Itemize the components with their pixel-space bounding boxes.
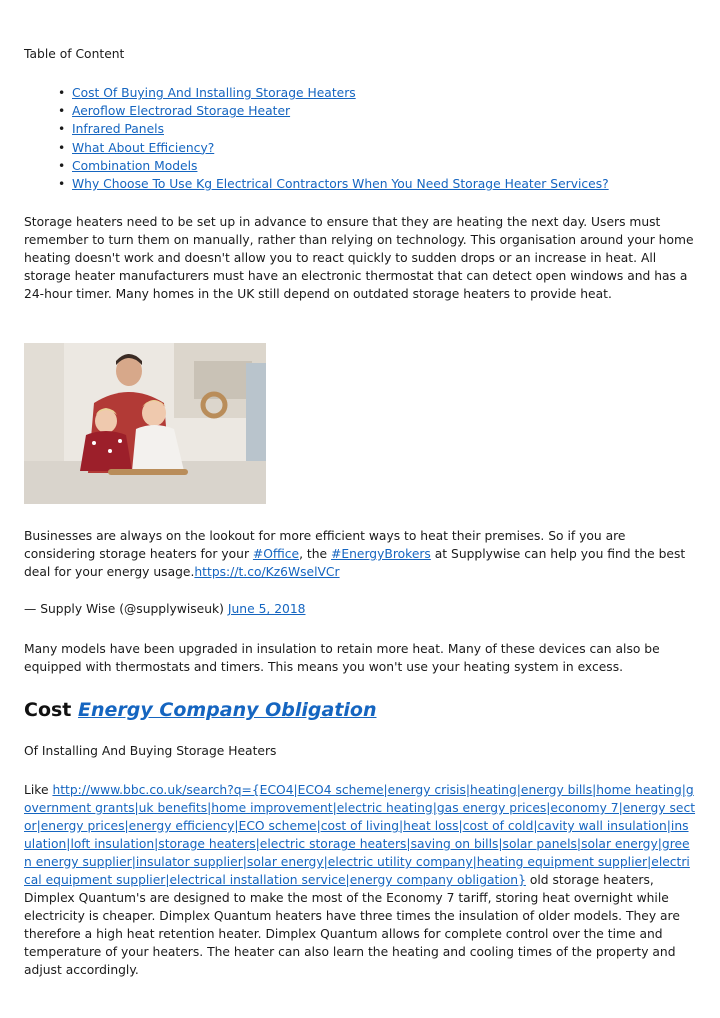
toc-item (56, 139, 609, 157)
toc-item (56, 102, 609, 120)
toc-link-infrared[interactable]: Infrared Panels (72, 122, 164, 137)
tweet-date-link[interactable]: June 5, 2018 (227, 602, 306, 616)
family-photo (24, 343, 266, 504)
tweet-attribution (24, 600, 696, 618)
family-photo-illustration (24, 343, 266, 504)
bbc-search-link[interactable]: http://www.bbc.co.uk/search?q={ECO4|ECO4 scheme|energy crisis|heating|energy bills|home heating|government grants|uk benefits|home improvement|electric heating|gas energy prices|economy 7|energy sector|energy prices|energy efficiency|ECO scheme|cost of living|heat loss|cost of cold|cavity wall insulation|insulation|loft insulation|storage heaters|electric storage heaters|saving on bills|solar panels|solar energy|green energy supplier|insulator supplier|solar energy|electric utility company|heating equipment supplier|electrical equipment supplier|electrical installation service|energy company obligation} (24, 783, 696, 887)
toc-item (56, 175, 609, 193)
paragraph-dimplex (24, 781, 696, 979)
tweet-author: — Supply Wise (@supplywiseuk) (24, 602, 228, 616)
toc-title: Table of Content (24, 47, 125, 61)
section-subheading: Of Installing And Buying Storage Heaters (24, 744, 277, 758)
toc-link-why-choose[interactable]: Why Choose To Use Kg Electrical Contractors When You Need Storage Heater Services? (72, 176, 609, 191)
tweet-short-link[interactable]: https://t.co/Kz6WselVCr (194, 565, 340, 579)
tweet-text-b: , the (299, 547, 332, 561)
toc-link-combination[interactable]: Combination Models (72, 158, 198, 173)
paragraph-dimplex-prefix: Like (24, 783, 53, 797)
toc-item (56, 84, 609, 102)
tweet-text (24, 527, 696, 581)
section-heading (24, 697, 377, 723)
toc-list (56, 84, 609, 193)
energy-company-obligation-link[interactable]: Energy Company Obligation (78, 699, 377, 721)
paragraph-dimplex-text: old storage heaters, Dimplex Quantum's are designed to make the most of the Economy 7 tariff, storing heat overnight while electricity is cheaper. Dimplex Quantum heaters have three times the insulation of older models. They are therefore a high heat retention heater. Dimplex Quantum allows for complete control over the time and temperature of your heaters. The heater can also learn the heating and cooling times of the property and adjust accordingly. (24, 873, 680, 977)
tweet-text-a: Businesses are always on the lookout for more efficient ways to heat their premises. So if you are considering storage heaters for your (24, 529, 626, 561)
paragraph-intro: Storage heaters need to be set up in advance to ensure that they are heating the next day. Users must remember to turn them on manually, rather than relying on technology. This organisation around your home heating doesn't work and doesn't allow you to react quickly to sudden drops or an increase in heat. All storage heater manufacturers must have an electronic thermostat that can detect open windows and has a 24-hour timer. Many homes in the UK still depend on outdated storage heaters to provide heat. (24, 215, 694, 301)
tweet-text-c: at Supplywise can help you find the best deal for your energy usage. (24, 547, 686, 579)
hashtag-office-link[interactable]: #Office (252, 547, 300, 561)
paragraph-insulation: Many models have been upgraded in insulation to retain more heat. Many of these devices can also be equipped with thermostats and timers. This means you won't use your heating system in excess. (24, 642, 660, 674)
toc-link-efficiency[interactable]: What About Efficiency? (72, 140, 215, 155)
toc-item (56, 120, 609, 138)
hashtag-energybrokers-link[interactable]: #EnergyBrokers (331, 547, 431, 561)
toc-link-aeroflow[interactable]: Aeroflow Electrorad Storage Heater (72, 104, 291, 119)
section-heading-prefix: Cost (24, 699, 79, 721)
toc-link-cost-buying[interactable]: Cost Of Buying And Installing Storage Heaters (72, 86, 356, 100)
toc-item (56, 157, 609, 175)
